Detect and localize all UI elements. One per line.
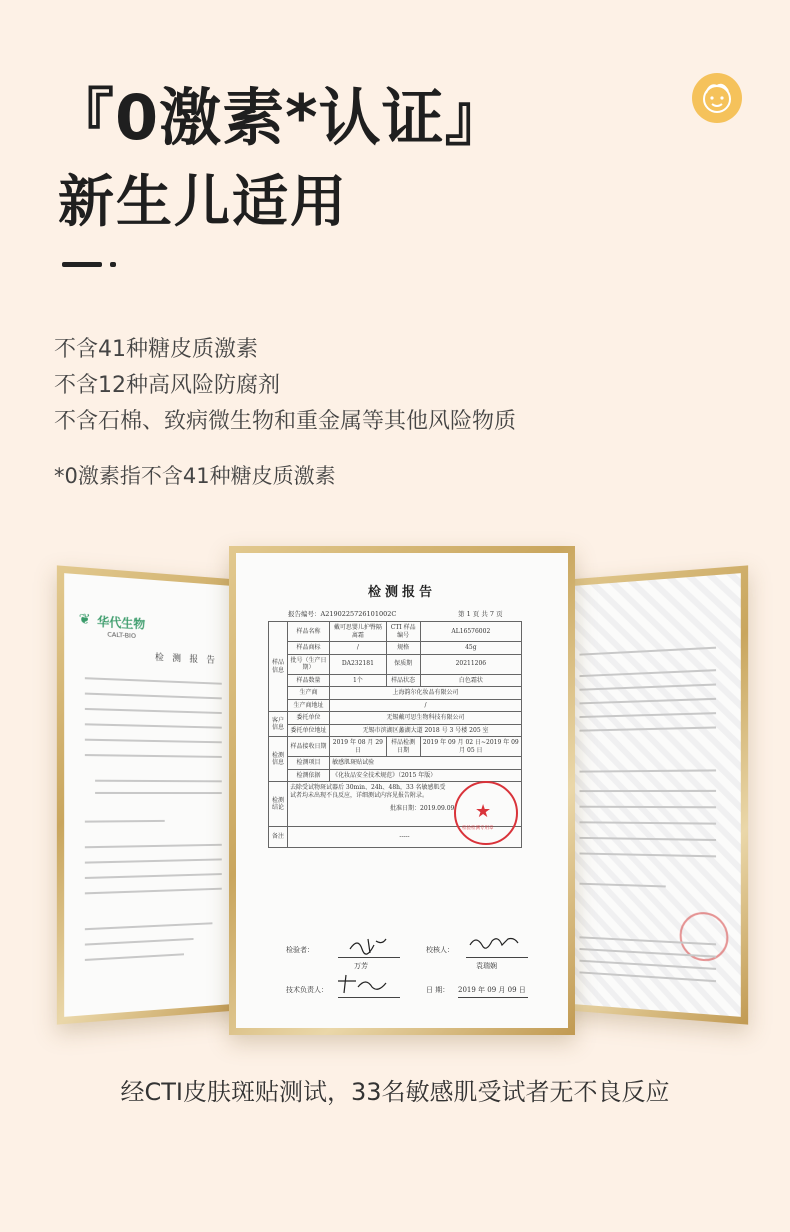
reviewer-name: 袁瑞娴 bbox=[476, 962, 497, 970]
claim-2: 不含12种高风险防腐剂 bbox=[54, 373, 280, 398]
left-report-frame bbox=[57, 565, 245, 1024]
left-report-heading: 检 测 报 告 bbox=[154, 653, 218, 666]
date-label: 日 期： bbox=[426, 986, 450, 994]
cell: / bbox=[330, 642, 387, 655]
right-report-paper bbox=[567, 573, 741, 1017]
cell: 批号（生产日期） bbox=[288, 654, 330, 674]
tech-signature bbox=[336, 973, 388, 995]
footnote: *0激素指不含41种糖皮质激素 bbox=[54, 464, 336, 488]
left-report-logo: 华代生物 bbox=[97, 614, 146, 632]
cell: 规格 bbox=[386, 642, 420, 655]
cell: / bbox=[330, 699, 522, 712]
cell: AL16576002 bbox=[420, 622, 521, 642]
stamp-text: 检验检测专用章 bbox=[462, 826, 494, 831]
cell: 委托单位地址 bbox=[288, 724, 330, 737]
report-title: 检测报告 bbox=[367, 585, 436, 600]
cell: 样品数量 bbox=[288, 674, 330, 687]
cell: 样品检测日期 bbox=[386, 737, 420, 757]
cell: 20211206 bbox=[420, 654, 521, 674]
title-divider-dot bbox=[110, 262, 116, 267]
inspector-name: 万芳 bbox=[354, 962, 368, 970]
report-number: 报告编号：A2190225726101002C bbox=[288, 610, 397, 618]
right-report-frame bbox=[560, 565, 748, 1024]
approve-date: 批准日期：2019.09.09 bbox=[390, 805, 455, 812]
reviewer-label: 校核人： bbox=[426, 946, 454, 954]
cell: DA232181 bbox=[330, 654, 387, 674]
report-page: 第 1 页 共 7 页 bbox=[458, 610, 503, 618]
inspector-label: 检验者： bbox=[286, 946, 314, 954]
cell: 1个 bbox=[330, 674, 387, 687]
section-remark: 备注 bbox=[269, 827, 288, 848]
claim-1: 不含41种糖皮质激素 bbox=[54, 337, 258, 362]
reviewer-signature bbox=[468, 933, 520, 955]
section-test: 检测信息 bbox=[269, 737, 288, 782]
cell: 委托单位 bbox=[288, 712, 330, 725]
cell: 白色霜状 bbox=[420, 674, 521, 687]
headline-line1: 『0激素*认证』 bbox=[52, 81, 508, 154]
left-report-logo-sub: CALT-BIO bbox=[107, 630, 136, 641]
section-client: 客户信息 bbox=[269, 712, 288, 737]
footer-text: 经CTI皮肤斑贴测试，33名敏感肌受试者无不良反应 bbox=[120, 1078, 670, 1106]
cell: 检测项目 bbox=[288, 757, 330, 770]
inspector-signature bbox=[348, 935, 388, 957]
section-result: 检测结论 bbox=[269, 782, 288, 827]
cell: 无锡市滨湖区蠡湖大道 2018 号 3 号楼 205 室 bbox=[330, 724, 522, 737]
cell: 《化妆品安全技术规范》（2015 年版） bbox=[330, 769, 522, 782]
smiley-face-icon bbox=[692, 73, 742, 123]
cell: 样品接收日期 bbox=[288, 737, 330, 757]
cell: 2019 年 08 月 29 日 bbox=[330, 737, 387, 757]
center-report-frame bbox=[229, 546, 575, 1035]
cell: 样品商标 bbox=[288, 642, 330, 655]
headline-line2: 新生儿适用 bbox=[58, 170, 348, 235]
left-report-paper bbox=[64, 573, 238, 1017]
claim-3: 不含石棉、致病微生物和重金属等其他风险物质 bbox=[54, 409, 517, 434]
cell: 2019 年 09 月 02 日~2019 年 09 月 05 日 bbox=[420, 737, 521, 757]
section-sample: 样品信息 bbox=[269, 622, 288, 712]
cell: 检测依据 bbox=[288, 769, 330, 782]
result-text: 去除受试物斑试器后 30min、24h、48h，33 名敏感肌受试者均未出现不良反应，详细测试内容见报告附录。 bbox=[290, 784, 446, 799]
title-divider bbox=[62, 262, 102, 267]
cell: 样品名称 bbox=[288, 622, 330, 642]
center-report-paper bbox=[236, 553, 568, 1028]
leaf-logo-icon: ❦ bbox=[78, 611, 91, 629]
tech-label: 技术负责人： bbox=[286, 986, 328, 994]
star-icon: ★ bbox=[475, 801, 492, 822]
cell: CTI 样品编号 bbox=[386, 622, 420, 642]
cell: ----- bbox=[288, 827, 522, 848]
cell: 样品状态 bbox=[386, 674, 420, 687]
cell: 戴可思婴儿护臀隔离霜 bbox=[330, 622, 387, 642]
cell: 上海韵尔化妆品有限公司 bbox=[330, 687, 522, 700]
cell: 敏感肌斑贴试验 bbox=[330, 757, 522, 770]
report-date: 2019 年 09 月 09 日 bbox=[458, 986, 526, 994]
cell: 保质期 bbox=[386, 654, 420, 674]
cell: 生产商地址 bbox=[288, 699, 330, 712]
cell: 无锡戴可思生物科技有限公司 bbox=[330, 712, 522, 725]
cell: 生产商 bbox=[288, 687, 330, 700]
cell: 45g bbox=[420, 642, 521, 655]
